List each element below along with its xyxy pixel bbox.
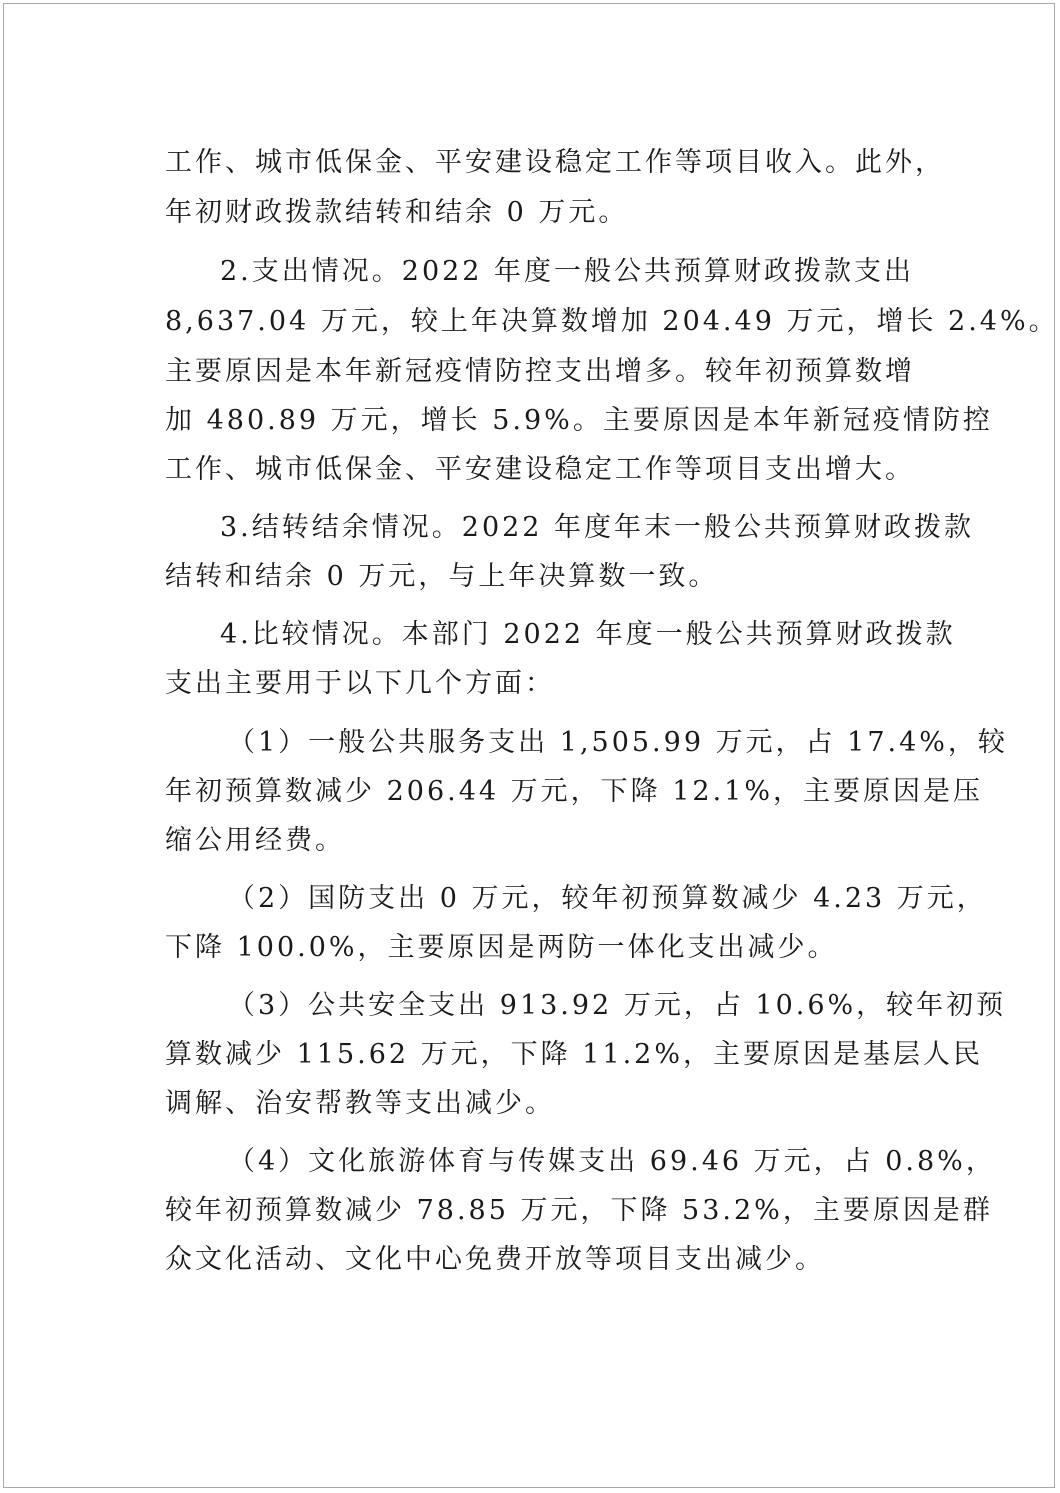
text-line: 调解、治安帮教等支出减少。 xyxy=(165,1088,555,1119)
text-line: （3）公共安全支出 913.92 万元，占 10.6%，较年初预 xyxy=(228,990,1007,1021)
text-line: 年初财政拨款结转和结余 0 万元。 xyxy=(165,197,629,228)
text-line: 8,637.04 万元，较上年决算数增加 204.49 万元，增长 2.4%。 xyxy=(165,306,1059,337)
text-line: 2.支出情况。2022 年度一般公共预算财政拨款支出 xyxy=(220,256,915,287)
text-line: 3.结转结余情况。2022 年度年末一般公共预算财政拨款 xyxy=(220,512,975,543)
text-line: （1）一般公共服务支出 1,505.99 万元，占 17.4%，较 xyxy=(228,727,1008,758)
text-line: 算数减少 115.62 万元，下降 11.2%，主要原因是基层人民 xyxy=(165,1039,983,1070)
text-line: 支出主要用于以下几个方面： xyxy=(165,668,555,699)
text-line: 主要原因是本年新冠疫情防控支出增多。较年初预算数增 xyxy=(165,356,915,387)
text-line: （2）国防支出 0 万元，较年初预算数减少 4.23 万元， xyxy=(228,883,987,914)
text-line: 结转和结余 0 万元，与上年决算数一致。 xyxy=(165,561,719,592)
text-line: （4）文化旅游体育与传媒支出 69.46 万元，占 0.8%， xyxy=(228,1146,996,1177)
text-line: 4.比较情况。本部门 2022 年度一般公共预算财政拨款 xyxy=(220,619,956,650)
text-line: 年初预算数减少 206.44 万元，下降 12.1%，主要原因是压 xyxy=(165,776,983,807)
text-line: 众文化活动、文化中心免费开放等项目支出减少。 xyxy=(165,1244,825,1275)
text-line: 下降 100.0%，主要原因是两防一体化支出减少。 xyxy=(165,932,838,963)
text-line: 工作、城市低保金、平安建设稳定工作等项目收入。此外， xyxy=(165,147,945,178)
text-line: 缩公用经费。 xyxy=(165,825,345,856)
text-line: 较年初预算数减少 78.85 万元，下降 53.2%，主要原因是群 xyxy=(165,1195,993,1226)
text-line: 加 480.89 万元，增长 5.9%。主要原因是本年新冠疫情防控 xyxy=(165,405,993,436)
text-line: 工作、城市低保金、平安建设稳定工作等项目支出增大。 xyxy=(165,454,915,485)
